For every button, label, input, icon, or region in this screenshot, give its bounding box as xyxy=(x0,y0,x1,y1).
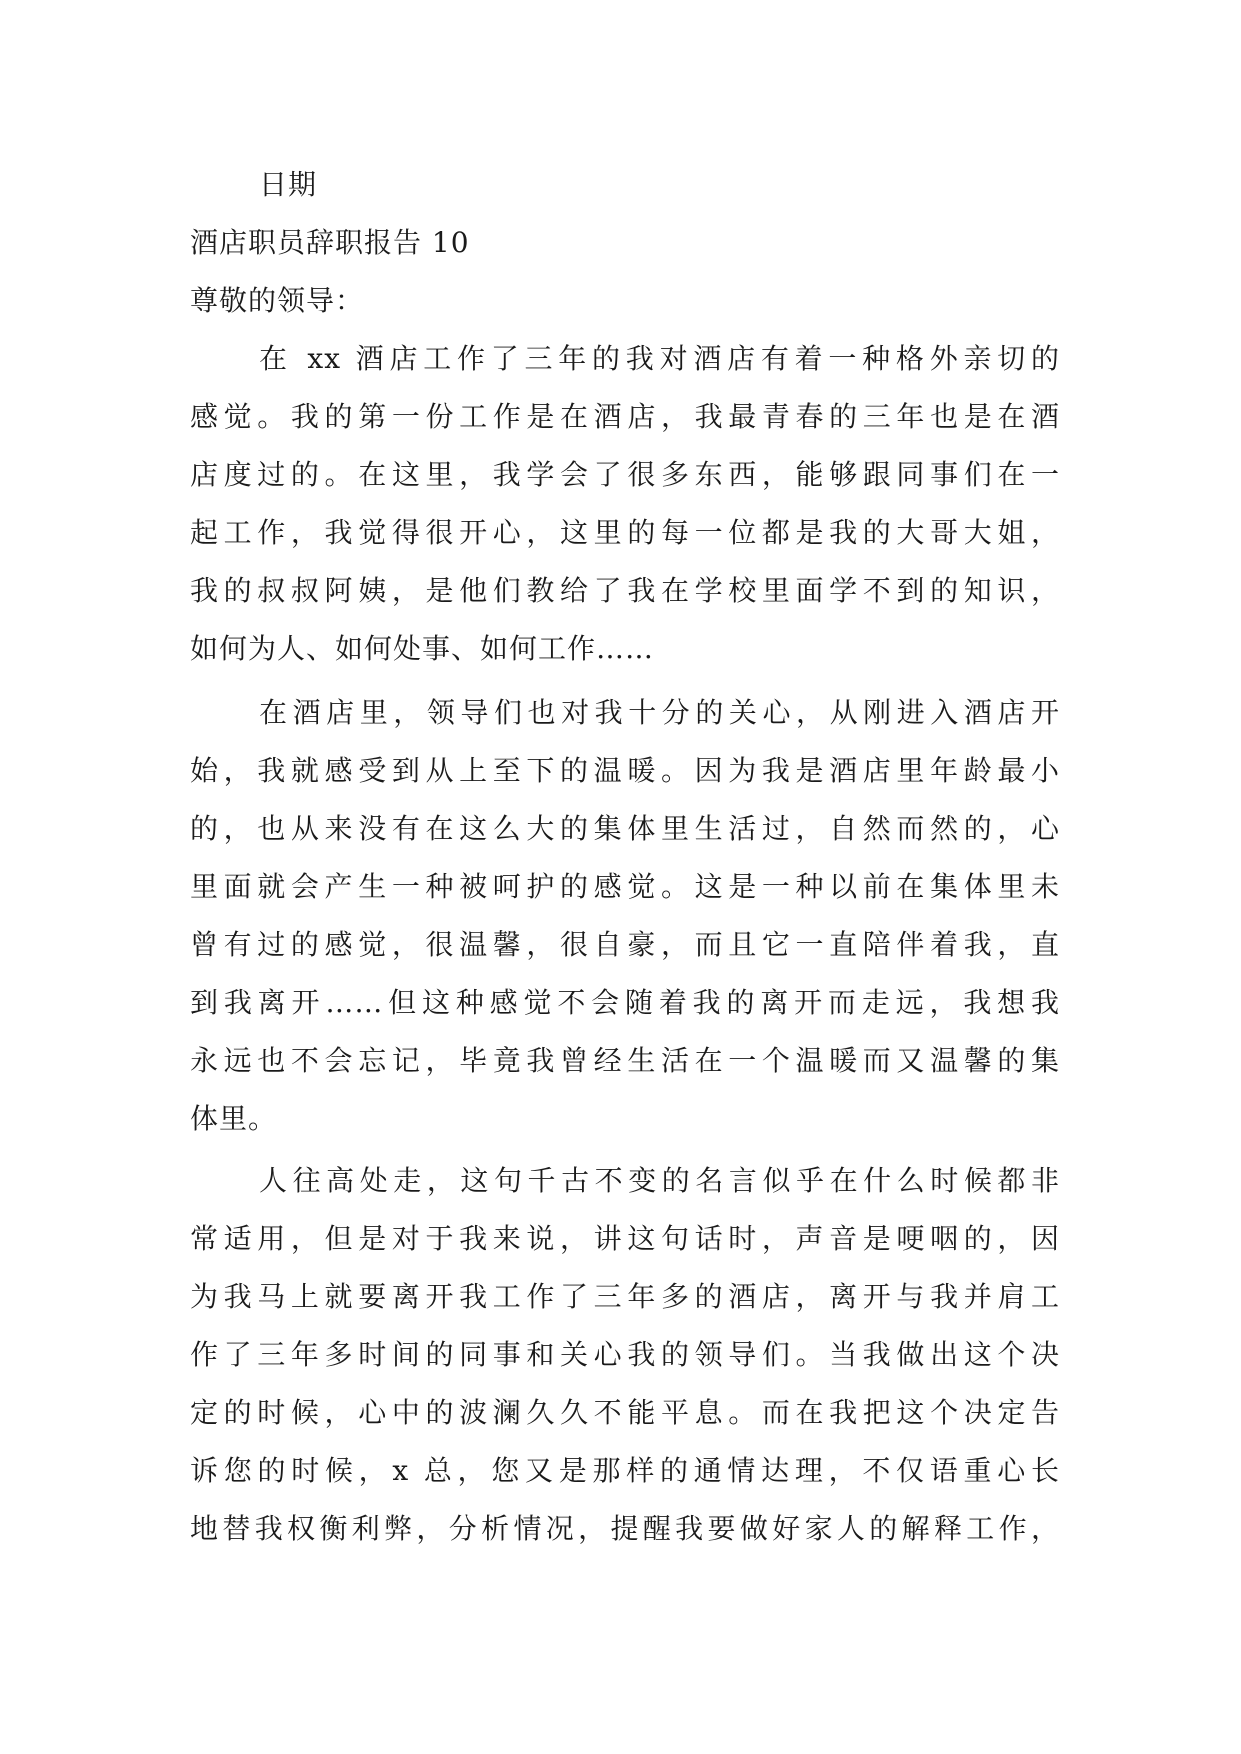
document-title xyxy=(190,214,1060,272)
paragraph-line: 定的时候，心中的波澜久久不能平息。而在我把这个决定告 xyxy=(190,1396,1060,1429)
paragraph-line: 感觉。我的第一份工作是在酒店，我最青春的三年也是在酒 xyxy=(190,400,1060,433)
paragraph-line: 为我马上就要离开我工作了三年多的酒店，离开与我并肩工 xyxy=(190,1280,1060,1313)
paragraph-line: 如何为人、如何处事、如何工作…… xyxy=(190,632,655,665)
date-text: 日期 xyxy=(259,168,318,201)
paragraph-line: 人往高处走，这句千古不变的名言似乎在什么时候都非 xyxy=(259,1164,1060,1197)
paragraph-line: 我的叔叔阿姨，是他们教给了我在学校里面学不到的知识， xyxy=(190,574,1060,607)
paragraph-line: 体里。 xyxy=(190,1102,278,1135)
paragraph-line: 起工作，我觉得很开心，这里的每一位都是我的大哥大姐， xyxy=(190,516,1060,549)
paragraph-line: 曾有过的感觉，很温馨，很自豪，而且它一直陪伴着我，直 xyxy=(190,928,1060,961)
paragraph-line: 永远也不会忘记，毕竟我曾经生活在一个温暖而又温馨的集 xyxy=(190,1044,1060,1077)
salutation xyxy=(190,272,1060,330)
salutation-text: 尊敬的领导： xyxy=(190,284,365,317)
paragraph-line: 常适用，但是对于我来说，讲这句话时，声音是哽咽的，因 xyxy=(190,1222,1060,1255)
paragraph-line: 里面就会产生一种被呵护的感觉。这是一种以前在集体里未 xyxy=(190,870,1060,903)
title-text: 酒店职员辞职报告 10 xyxy=(190,226,470,259)
paragraph-line: 在酒店里，领导们也对我十分的关心，从刚进入酒店开 xyxy=(259,696,1060,729)
paragraph-line: 地替我权衡利弊，分析情况，提醒我要做好家人的解释工作， xyxy=(190,1512,1060,1545)
paragraph-line: 店度过的。在这里，我学会了很多东西，能够跟同事们在一 xyxy=(190,458,1060,491)
paragraph-line: 在 xx 酒店工作了三年的我对酒店有着一种格外亲切的 xyxy=(259,342,1060,375)
paragraph-1 xyxy=(190,330,1060,678)
paragraph-2 xyxy=(190,684,1060,1148)
paragraph-line: 始，我就感受到从上至下的温暖。因为我是酒店里年龄最小 xyxy=(190,754,1060,787)
paragraph-line: 到我离开……但这种感觉不会随着我的离开而走远，我想我 xyxy=(190,986,1060,1019)
paragraph-line: 作了三年多时间的同事和关心我的领导们。当我做出这个决 xyxy=(190,1338,1060,1371)
paragraph-line: 的，也从来没有在这么大的集体里生活过，自然而然的，心 xyxy=(190,812,1060,845)
paragraph-line: 诉您的时候，x 总，您又是那样的通情达理，不仅语重心长 xyxy=(190,1454,1060,1487)
paragraph-3 xyxy=(190,1152,1060,1558)
date-label xyxy=(190,156,1060,214)
